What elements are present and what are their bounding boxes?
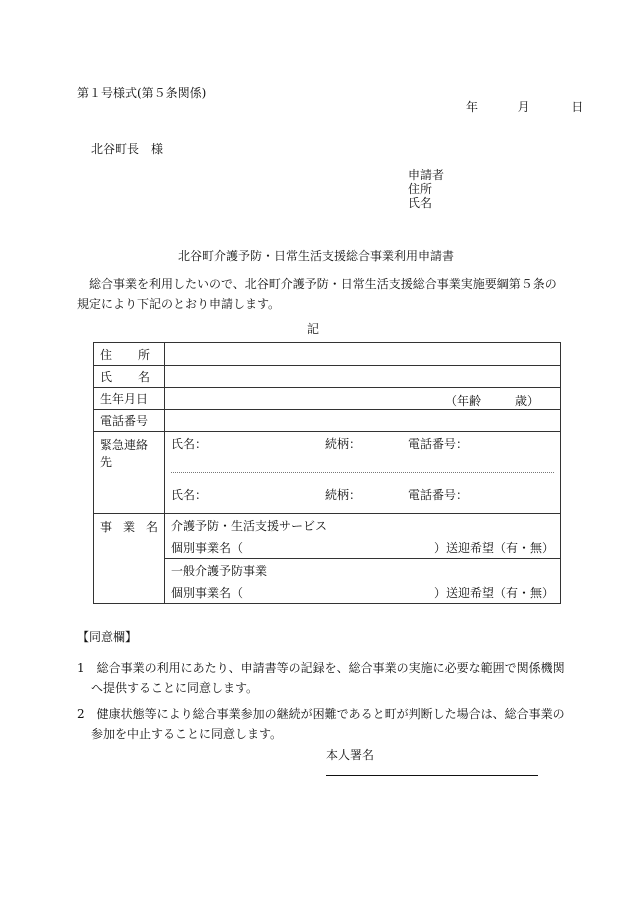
service2-individual[interactable]: 個別事業名（ ）送迎希望（有・無） (171, 585, 554, 600)
ki-label: 記 (307, 322, 320, 336)
address-label: 住 所 (94, 343, 165, 366)
address-field[interactable] (165, 343, 561, 366)
row-emergency (94, 432, 561, 514)
contact1-phone: 電話番号： (408, 437, 469, 451)
contact2-relation: 続柄： (325, 488, 362, 502)
contact-row-2 (171, 473, 554, 513)
row-address (94, 343, 561, 366)
birth-field[interactable] (165, 388, 561, 410)
signature-line[interactable] (326, 760, 538, 776)
form-number: 第１号様式(第５条関係) (77, 86, 207, 100)
date-year: 年 (466, 100, 479, 114)
business-label: 事 業 名 (94, 514, 165, 604)
birth-label: 生年月日 (94, 388, 165, 410)
phone-field[interactable] (165, 410, 561, 432)
age-open: （年齢 (445, 394, 482, 408)
contact-row-1 (171, 432, 554, 472)
row-phone (94, 410, 561, 432)
application-table (93, 342, 561, 604)
consent-item-2: 2 健康状態等により総合事業参加の継続が困難であると町が判断した場合は、総合事業の参加を中止することに同意します。 (77, 707, 565, 741)
applicant-name: 氏名 (408, 196, 433, 210)
applicant-address: 住所 (408, 182, 433, 196)
row-birth (94, 388, 561, 410)
emergency-label: 緊急連絡先 (94, 432, 165, 514)
service2-label: 一般介護予防事業 (171, 563, 268, 578)
signature-label: 本人署名 (326, 748, 375, 762)
business-field (165, 514, 561, 604)
date-day: 日 (571, 100, 584, 114)
row-business (94, 514, 561, 604)
intro-paragraph: 総合事業を利用したいので、北谷町介護予防・日常生活支援総合事業実施要綱第５条の規定により下記のとおり申請します。 (77, 277, 557, 311)
consent-item-1: 1 総合事業の利用にあたり、申請書等の記録を、総合事業の実施に必要な範囲で関係機関へ提供することに同意します。 (77, 661, 565, 695)
applicant-label: 申請者 (408, 168, 445, 182)
name-field[interactable] (165, 366, 561, 388)
service1-individual[interactable]: 個別事業名（ ）送迎希望（有・無） (171, 540, 554, 555)
row-name (94, 366, 561, 388)
date-line (466, 100, 583, 114)
page-title: 北谷町介護予防・日常生活支援総合事業利用申請書 (178, 249, 455, 263)
contact1-name: 氏名： (171, 437, 208, 451)
addressee: 北谷町長 様 (91, 142, 164, 156)
contact2-name: 氏名： (171, 488, 208, 502)
contact1-relation: 続柄： (325, 437, 362, 451)
consent-heading: 【同意欄】 (77, 630, 138, 644)
contact2-phone: 電話番号： (408, 488, 469, 502)
age-close: 歳） (515, 394, 540, 408)
service1-label: 介護予防・生活支援サービス (171, 518, 328, 533)
name-label: 氏 名 (94, 366, 165, 388)
emergency-field[interactable] (165, 432, 561, 514)
phone-label: 電話番号 (94, 410, 165, 432)
date-month: 月 (517, 100, 530, 114)
